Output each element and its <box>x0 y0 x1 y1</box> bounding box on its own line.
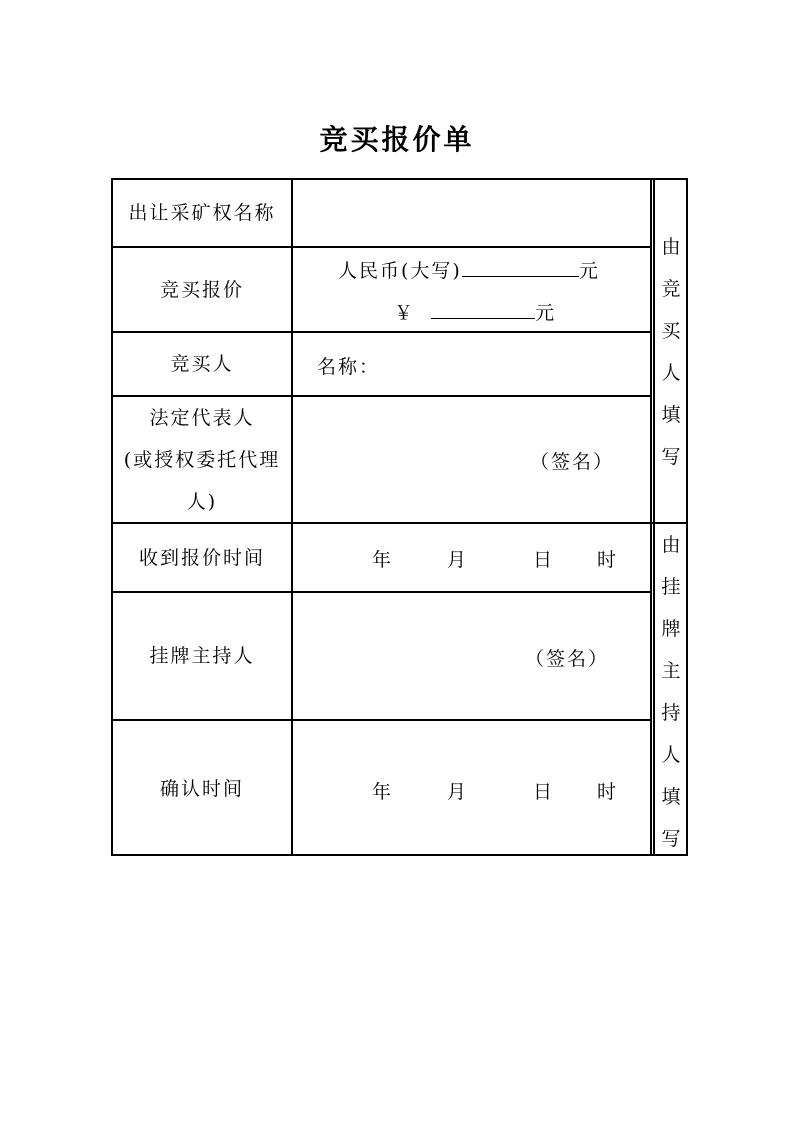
received-month-label: 月 <box>447 549 469 571</box>
column-divider-side <box>650 178 652 856</box>
mine-name-label: 出让采矿权名称 <box>128 202 276 224</box>
column-divider-label <box>291 178 293 856</box>
legal-rep-signature-label: （签名） <box>530 451 615 473</box>
bidder-fill-note <box>653 226 689 478</box>
bid-price-label: 竞买报价 <box>159 278 244 301</box>
host-label: 挂牌主持人 <box>149 645 255 667</box>
rmb-capital-line <box>338 256 600 283</box>
confirm-month-label: 月 <box>447 781 469 803</box>
legal-rep-label-line1: 法定代表人 <box>149 406 255 429</box>
note-char: 由 <box>661 236 681 258</box>
rmb-numeric-input[interactable] <box>431 298 535 319</box>
note-char: 竞 <box>661 278 681 300</box>
received-day-label: 日 <box>533 549 555 571</box>
host-signature-label: （签名） <box>525 648 610 670</box>
note-char: 主 <box>661 660 681 682</box>
note-char: 填 <box>661 786 681 808</box>
legal-rep-label-line3: 人) <box>186 490 218 513</box>
rmb-capital-unit: 元 <box>578 260 600 282</box>
confirm-time-label: 确认时间 <box>159 777 244 800</box>
host-fill-note <box>653 524 689 860</box>
mine-name-field[interactable] <box>293 180 650 246</box>
rmb-numeric-unit: 元 <box>535 302 557 324</box>
note-char: 填 <box>661 404 681 426</box>
bidder-name-label: 名称： <box>317 356 381 378</box>
received-hour-label: 时 <box>597 549 619 571</box>
legal-rep-label-line2: (或授权委托代理 <box>123 448 281 471</box>
received-year-label: 年 <box>372 549 394 571</box>
confirm-year-label: 年 <box>372 781 394 803</box>
note-char: 挂 <box>661 576 681 598</box>
note-char: 写 <box>661 446 681 468</box>
note-char: 由 <box>661 534 681 556</box>
note-char: 持 <box>661 702 681 724</box>
note-char: 买 <box>661 320 681 342</box>
confirm-day-label: 日 <box>533 781 555 803</box>
rmb-numeric-line <box>394 298 556 325</box>
note-char: 人 <box>661 362 681 384</box>
rmb-capital-input[interactable] <box>462 256 579 277</box>
bidder-label: 竞买人 <box>170 353 234 375</box>
confirm-hour-label: 时 <box>597 781 619 803</box>
page-title: 竞买报价单 <box>319 123 475 156</box>
yen-symbol: ￥ <box>394 302 416 324</box>
note-char: 人 <box>661 744 681 766</box>
legal-rep-label <box>113 397 291 522</box>
received-time-label: 收到报价时间 <box>138 546 265 569</box>
rmb-capital-label: 人民币(大写) <box>338 260 462 282</box>
note-char: 牌 <box>661 618 681 640</box>
note-char: 写 <box>661 828 681 850</box>
